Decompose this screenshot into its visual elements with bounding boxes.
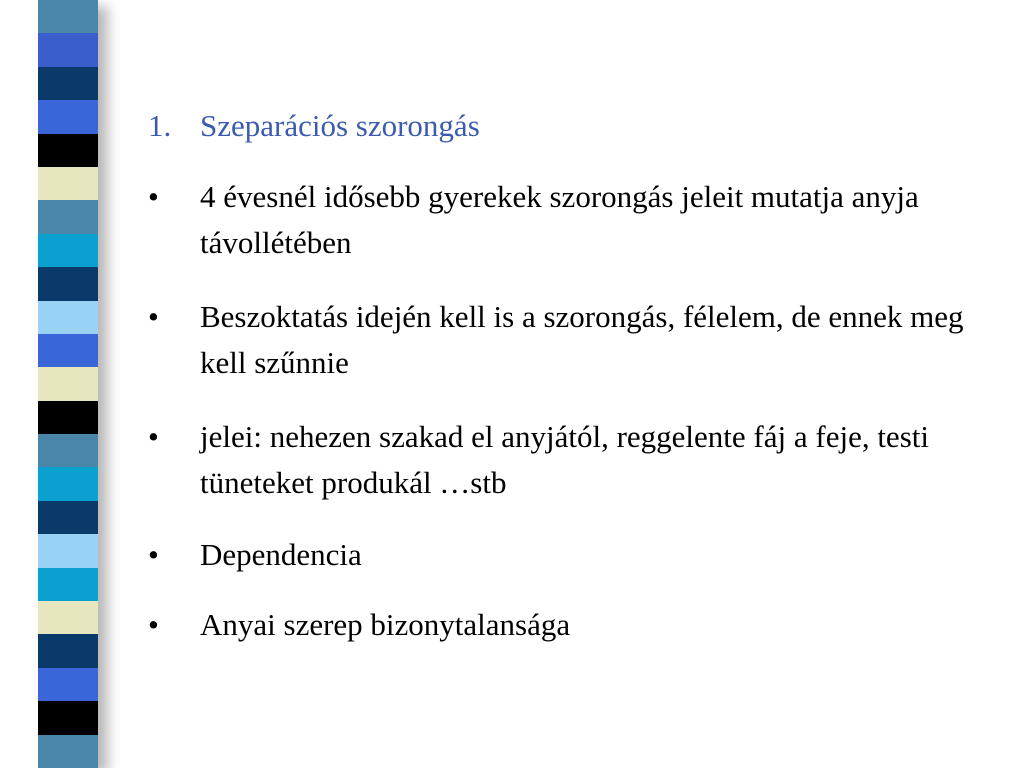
bullet-item: [148, 532, 978, 578]
bullet-text: jelei: nehezen szakad el anyjától, reggelente fáj a feje, testi tüneteket produkál …stb: [200, 419, 929, 500]
stripe-band: [38, 367, 98, 401]
stripe-band: [38, 601, 98, 635]
bullet-text: 4 évesnél idősebb gyerekek szorongás jeleit mutatja anyja távollétében: [200, 179, 919, 260]
bullet-marker: •: [148, 419, 159, 454]
bullet-marker: •: [148, 537, 159, 572]
stripe-band: [38, 301, 98, 335]
stripe-band: [38, 467, 98, 501]
bullet-text: Anyai szerep bizonytalansága: [200, 607, 571, 642]
heading-text: Szeparációs szorongás: [200, 108, 480, 143]
stripe-band: [38, 634, 98, 668]
decorative-stripe: [38, 0, 98, 768]
stripe-band: [38, 167, 98, 201]
stripe-band: [38, 668, 98, 702]
stripe-band: [38, 534, 98, 568]
bullet-marker: •: [148, 299, 159, 334]
stripe-band: [38, 568, 98, 602]
stripe-band: [38, 701, 98, 735]
bullet-marker: •: [148, 607, 159, 642]
bullet-item: [148, 602, 978, 648]
stripe-band: [38, 100, 98, 134]
bullet-item: [148, 414, 978, 506]
stripe-band: [38, 267, 98, 301]
stripe-band: [38, 0, 98, 34]
bullet-item: [148, 294, 978, 386]
bullet-text: Beszoktatás idején kell is a szorongás, félelem, de ennek meg kell szűnnie: [200, 299, 964, 380]
bullet-item: [148, 174, 978, 266]
stripe-band: [38, 735, 98, 768]
stripe-band: [38, 501, 98, 535]
bullet-text: Dependencia: [200, 537, 362, 572]
stripe-band: [38, 434, 98, 468]
stripe-band: [38, 200, 98, 234]
bullet-marker: •: [148, 179, 159, 214]
list-number: 1.: [148, 108, 172, 143]
numbered-heading: [148, 104, 480, 148]
stripe-band: [38, 401, 98, 435]
stripe-band: [38, 234, 98, 268]
stripe-band: [38, 334, 98, 368]
stripe-band: [38, 67, 98, 101]
stripe-band: [38, 134, 98, 168]
stripe-band: [38, 33, 98, 67]
